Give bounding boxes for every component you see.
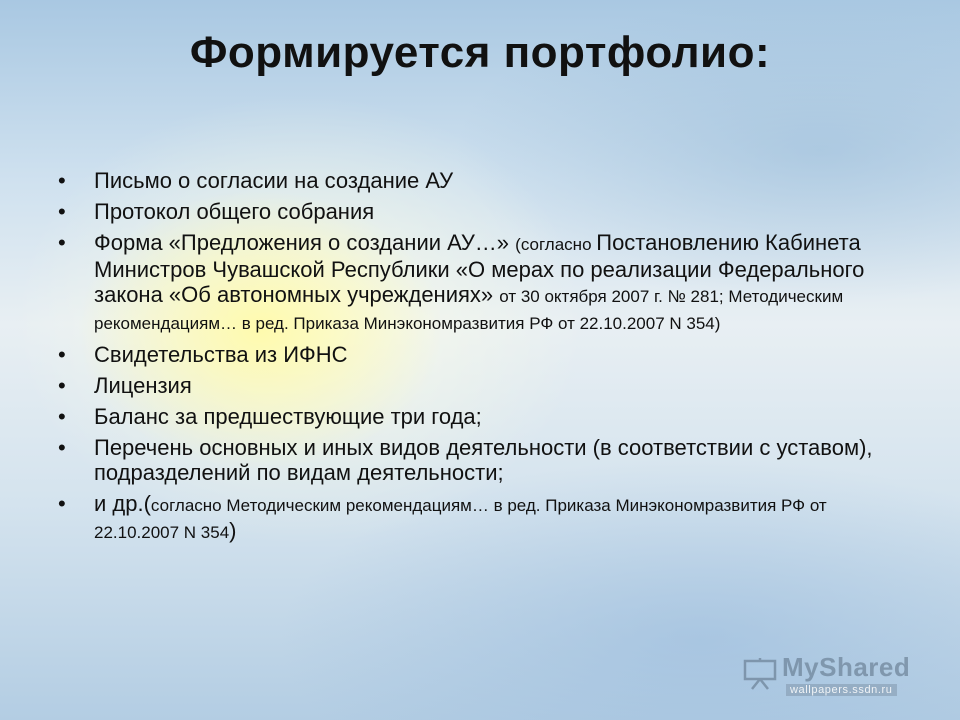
watermark xyxy=(742,652,942,700)
item-text: и др.( xyxy=(94,491,151,516)
bullet-icon: • xyxy=(58,404,66,429)
list-item xyxy=(58,404,910,429)
item-text: Лицензия xyxy=(94,373,192,398)
bullet-icon: • xyxy=(58,199,66,224)
list-item xyxy=(58,230,910,336)
list-item xyxy=(58,199,910,224)
item-text: Свидетельства из ИФНС xyxy=(94,342,348,367)
item-note: (согласно xyxy=(515,235,597,254)
item-note: согласно Методическим рекомендациям… в ред. Приказа Минэкономразвития РФ от 22.10.2007 N 354 xyxy=(94,496,827,542)
list-item xyxy=(58,342,910,367)
item-text: Форма «Предложения о создании АУ…» xyxy=(94,230,516,255)
item-text: Постановлению Кабинета Министров Чувашской Республики «О мерах по реализации Федерального закона «Об автономных учреждениях» xyxy=(94,230,865,307)
presentation-board-icon xyxy=(742,658,778,690)
bullet-icon: • xyxy=(58,342,66,367)
item-note: от 30 октября 2007 г. № 281; Методическим рекомендациям… в ред. Приказа Минэкономразвития РФ от 22.10.2007 N 354) xyxy=(94,287,844,333)
bullet-icon: • xyxy=(58,373,66,398)
item-text: Баланс за предшествующие три года; xyxy=(94,404,482,429)
list-item xyxy=(58,491,910,545)
watermark-url: wallpapers.ssdn.ru xyxy=(786,684,897,696)
item-text: Перечень основных и иных видов деятельности (в соответствии с уставом), подразделений по видам деятельности; xyxy=(94,435,873,485)
item-text: Протокол общего собрания xyxy=(94,199,375,224)
bullet-icon: • xyxy=(58,230,66,255)
item-text: Письмо о согласии на создание АУ xyxy=(94,168,454,193)
list-item xyxy=(58,373,910,398)
slide-title: Формируется портфолио: xyxy=(189,28,771,77)
item-text: ) xyxy=(229,518,237,543)
watermark-brand: MyShared xyxy=(782,652,911,682)
bullet-list xyxy=(58,168,910,551)
list-item xyxy=(58,168,910,193)
list-item xyxy=(58,435,910,485)
bullet-icon: • xyxy=(58,435,66,460)
bullet-icon: • xyxy=(58,491,66,516)
bullet-icon: • xyxy=(58,168,66,193)
